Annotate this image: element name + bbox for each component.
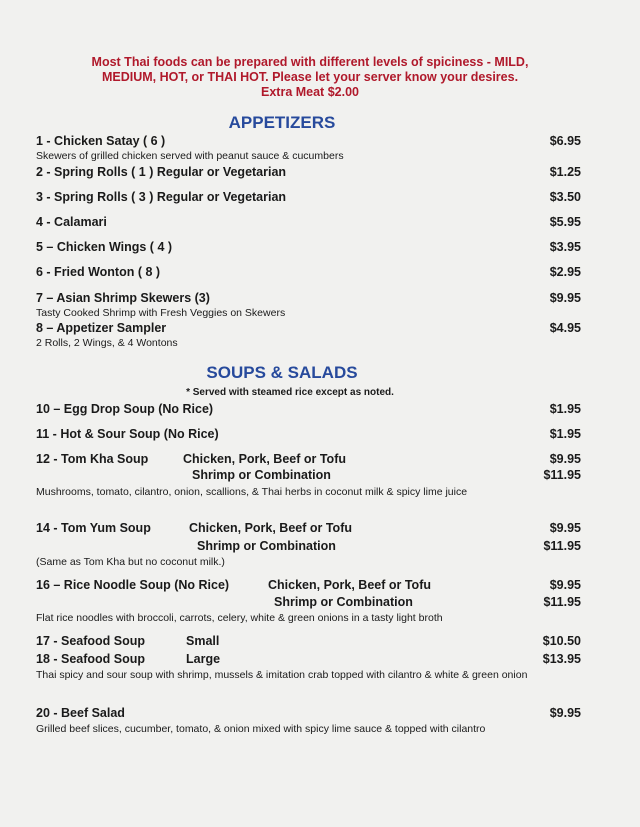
item-price-2: $11.95 xyxy=(543,468,581,482)
item-name: 6 - Fried Wonton ( 8 ) xyxy=(36,265,161,279)
item-size: Large xyxy=(186,652,221,666)
item-price-1: $9.95 xyxy=(549,521,581,535)
rice-note: * Served with steamed rice except as noted. xyxy=(186,387,394,398)
item-description: Mushrooms, tomato, cilantro, onion, scallions, & Thai herbs in coconut milk & spicy lime juice xyxy=(36,486,468,498)
item-price: $1.95 xyxy=(549,402,581,416)
notice-line-1: Most Thai foods can be prepared with different levels of spiciness - MILD, xyxy=(91,55,529,69)
item-name: 14 - Tom Yum Soup xyxy=(36,521,151,535)
item-price: $6.95 xyxy=(549,134,581,148)
item-price-1: $9.95 xyxy=(549,452,581,466)
item-price: $3.95 xyxy=(549,240,581,254)
soups-salads-title: SOUPS & SALADS xyxy=(206,363,358,382)
item-description: 2 Rolls, 2 Wings, & 4 Wontons xyxy=(36,337,178,349)
item-option-2: Shrimp or Combination xyxy=(197,539,336,553)
item-price-1: $9.95 xyxy=(549,578,581,592)
item-name: 4 - Calamari xyxy=(36,215,107,229)
item-option-1: Chicken, Pork, Beef or Tofu xyxy=(183,452,346,466)
item-name: 20 - Beef Salad xyxy=(36,706,125,720)
item-price: $13.95 xyxy=(542,652,581,666)
item-name: 18 - Seafood Soup xyxy=(36,652,146,666)
item-name: 17 - Seafood Soup xyxy=(36,634,146,648)
item-price: $10.50 xyxy=(542,634,581,648)
spiciness-notice xyxy=(40,55,580,100)
item-price: $2.95 xyxy=(549,265,581,279)
item-description: Skewers of grilled chicken served with peanut sauce & cucumbers xyxy=(36,150,344,162)
item-name: 5 – Chicken Wings ( 4 ) xyxy=(36,240,173,254)
item-price: $1.95 xyxy=(549,427,581,441)
item-price-2: $11.95 xyxy=(543,539,581,553)
notice-line-2: MEDIUM, HOT, or THAI HOT. Please let your server know your desires. xyxy=(101,70,519,84)
item-name: 2 - Spring Rolls ( 1 ) Regular or Vegetarian xyxy=(36,165,287,179)
item-name: 11 - Hot & Sour Soup (No Rice) xyxy=(36,427,219,441)
item-price: $9.95 xyxy=(549,706,581,720)
item-option-2: Shrimp or Combination xyxy=(274,595,413,609)
item-description: Thai spicy and sour soup with shrimp, mussels & imitation crab topped with cilantro & white & green onion xyxy=(36,669,528,681)
item-price: $3.50 xyxy=(549,190,581,204)
item-option-1: Chicken, Pork, Beef or Tofu xyxy=(189,521,352,535)
item-name: 3 - Spring Rolls ( 3 ) Regular or Vegetarian xyxy=(36,190,287,204)
item-name: 10 – Egg Drop Soup (No Rice) xyxy=(36,402,214,416)
item-price: $4.95 xyxy=(549,321,581,335)
item-name: 7 – Asian Shrimp Skewers (3) xyxy=(36,291,210,305)
item-price-2: $11.95 xyxy=(543,595,581,609)
item-name: 8 – Appetizer Sampler xyxy=(36,321,167,335)
item-size: Small xyxy=(186,634,220,648)
notice-line-3: Extra Meat $2.00 xyxy=(261,85,359,99)
item-description: (Same as Tom Kha but no coconut milk.) xyxy=(36,556,225,568)
appetizers-title: APPETIZERS xyxy=(228,113,336,132)
item-description: Flat rice noodles with broccoli, carrots, celery, white & green onions in a tasty light broth xyxy=(36,612,443,624)
item-description: Tasty Cooked Shrimp with Fresh Veggies on Skewers xyxy=(36,307,286,319)
item-option-1: Chicken, Pork, Beef or Tofu xyxy=(268,578,431,592)
item-name: 12 - Tom Kha Soup xyxy=(36,452,149,466)
item-price: $9.95 xyxy=(549,291,581,305)
item-name: 1 - Chicken Satay ( 6 ) xyxy=(36,134,166,148)
item-price: $1.25 xyxy=(549,165,581,179)
item-name: 16 – Rice Noodle Soup (No Rice) xyxy=(36,578,230,592)
item-price: $5.95 xyxy=(549,215,581,229)
item-option-2: Shrimp or Combination xyxy=(192,468,331,482)
item-description: Grilled beef slices, cucumber, tomato, & onion mixed with spicy lime sauce & topped with cilantro xyxy=(36,723,486,735)
